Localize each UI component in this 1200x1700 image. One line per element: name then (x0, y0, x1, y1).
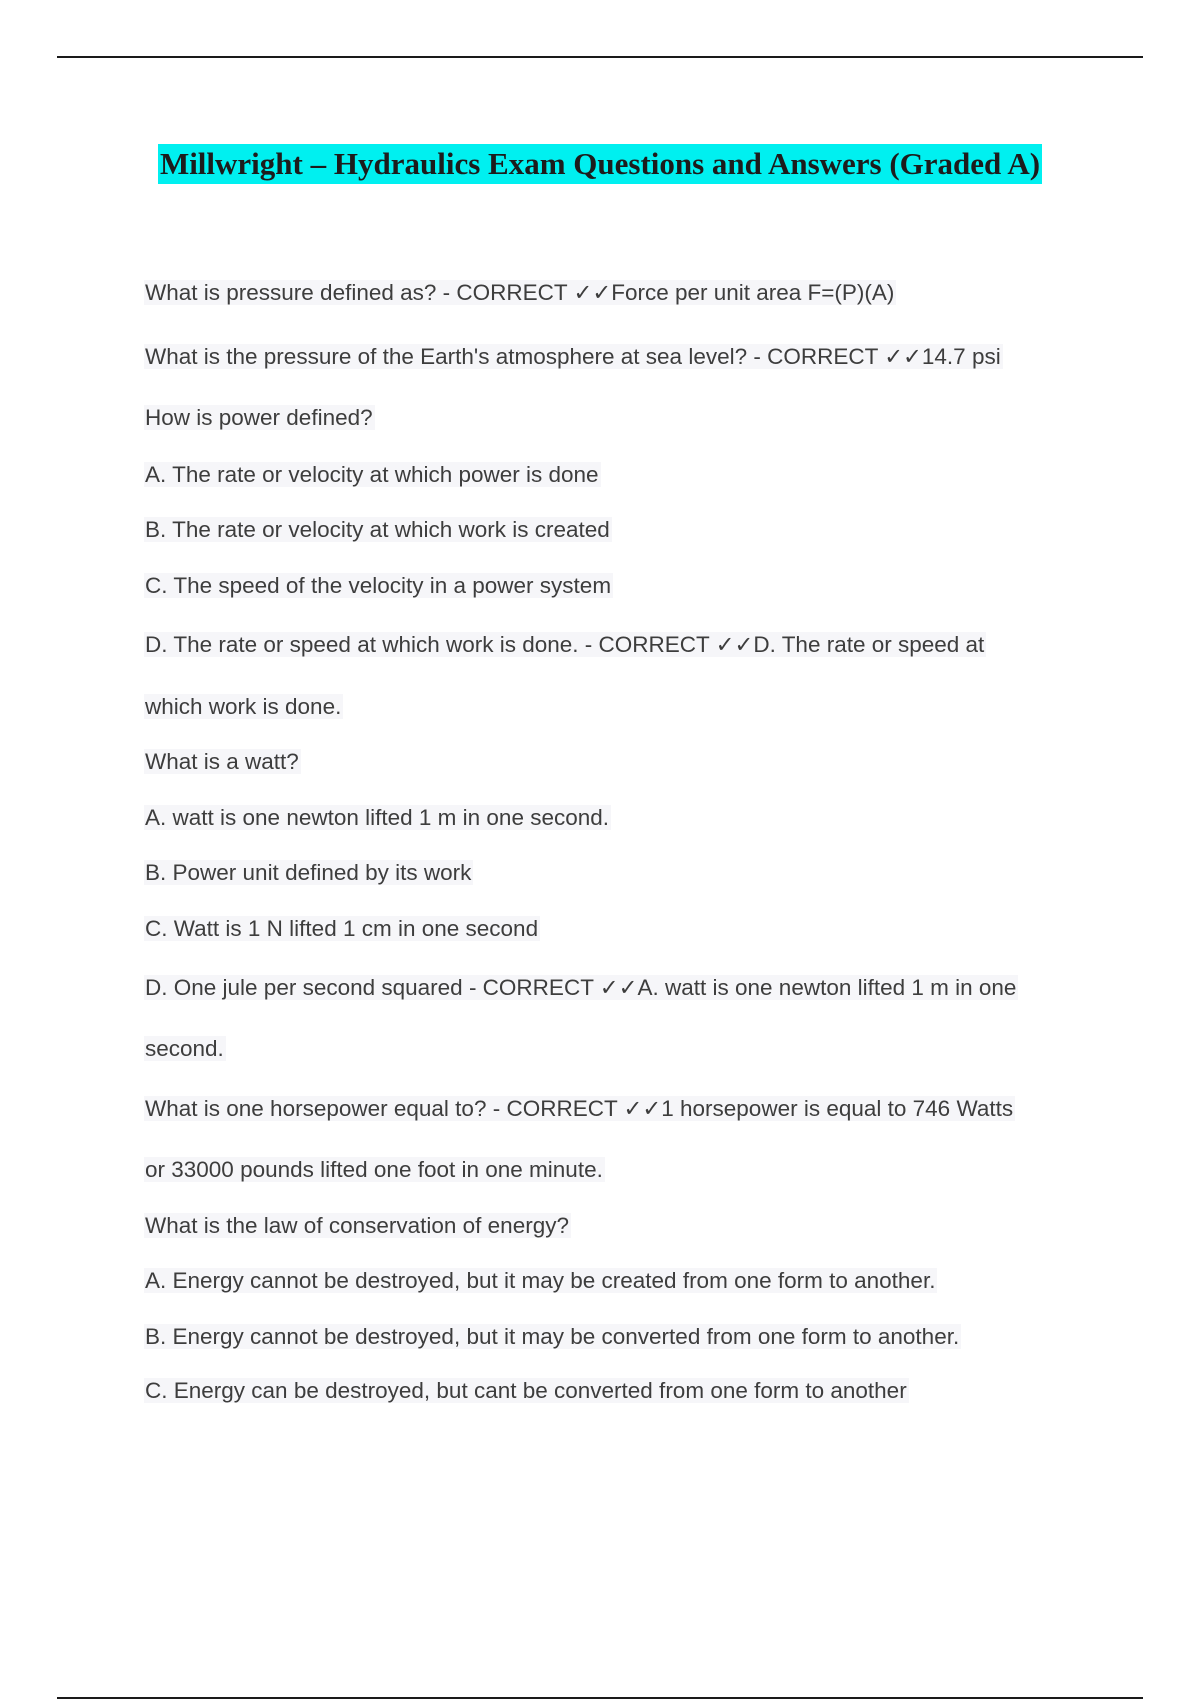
qa-line-text: A. The rate or velocity at which power is done (145, 462, 599, 487)
qa-line-text: What is the pressure of the Earth's atmosphere at sea level? - CORRECT ✓✓14.7 psi (145, 344, 1001, 369)
qa-line-text: which work is done. (145, 694, 342, 719)
qa-line (144, 914, 540, 944)
qa-line-text: What is one horsepower equal to? - CORRECT ✓✓1 horsepower is equal to 746 Watts (145, 1096, 1014, 1121)
qa-line-text: D. One jule per second squared - CORRECT ✓✓A. watt is one newton lifted 1 m in one (145, 975, 1017, 1000)
qa-line (144, 1034, 226, 1064)
qa-line (144, 630, 986, 660)
qa-line-text: What is pressure defined as? - CORRECT ✓✓Force per unit area F=(P)(A) (145, 280, 895, 305)
qa-line (144, 278, 896, 308)
qa-line-text: C. Energy can be destroyed, but cant be converted from one form to another (145, 1378, 907, 1403)
qa-line-text: C. The speed of the velocity in a power system (145, 573, 612, 598)
qa-line (144, 803, 611, 833)
header-rule (57, 56, 1143, 58)
qa-line-text: B. Power unit defined by its work (145, 860, 472, 885)
qa-line-text: A. watt is one newton lifted 1 m in one second. (145, 805, 610, 830)
qa-line (144, 1094, 1015, 1124)
qa-line-text: A. Energy cannot be destroyed, but it may be created from one form to another. (145, 1268, 936, 1293)
qa-line-text: How is power defined? (145, 405, 373, 430)
qa-line (144, 973, 1018, 1003)
qa-line-text: second. (145, 1036, 224, 1061)
qa-line-text: C. Watt is 1 N lifted 1 cm in one second (145, 916, 539, 941)
qa-line-text: What is the law of conservation of energy? (145, 1213, 569, 1238)
qa-line (144, 858, 473, 888)
qa-line (144, 1376, 909, 1406)
document-title: Millwright – Hydraulics Exam Questions and Answers (Graded A) (158, 144, 1042, 184)
qa-line (144, 1211, 571, 1241)
qa-line-text: B. The rate or velocity at which work is created (145, 517, 610, 542)
qa-line (144, 460, 601, 490)
qa-line-text: or 33000 pounds lifted one foot in one minute. (145, 1157, 603, 1182)
qa-line-text: D. The rate or speed at which work is done. - CORRECT ✓✓D. The rate or speed at (145, 632, 985, 657)
qa-line (144, 1155, 605, 1185)
qa-line-text: B. Energy cannot be destroyed, but it may be converted from one form to another. (145, 1324, 960, 1349)
qa-line (144, 571, 613, 601)
qa-line (144, 342, 1003, 372)
qa-line-text: What is a watt? (145, 749, 299, 774)
qa-line (144, 1322, 961, 1352)
qa-line (144, 515, 612, 545)
qa-line (144, 1266, 937, 1296)
footer-rule (57, 1697, 1143, 1699)
qa-line (144, 403, 375, 433)
qa-line (144, 692, 343, 722)
qa-line (144, 747, 301, 777)
title-container (0, 144, 1200, 184)
